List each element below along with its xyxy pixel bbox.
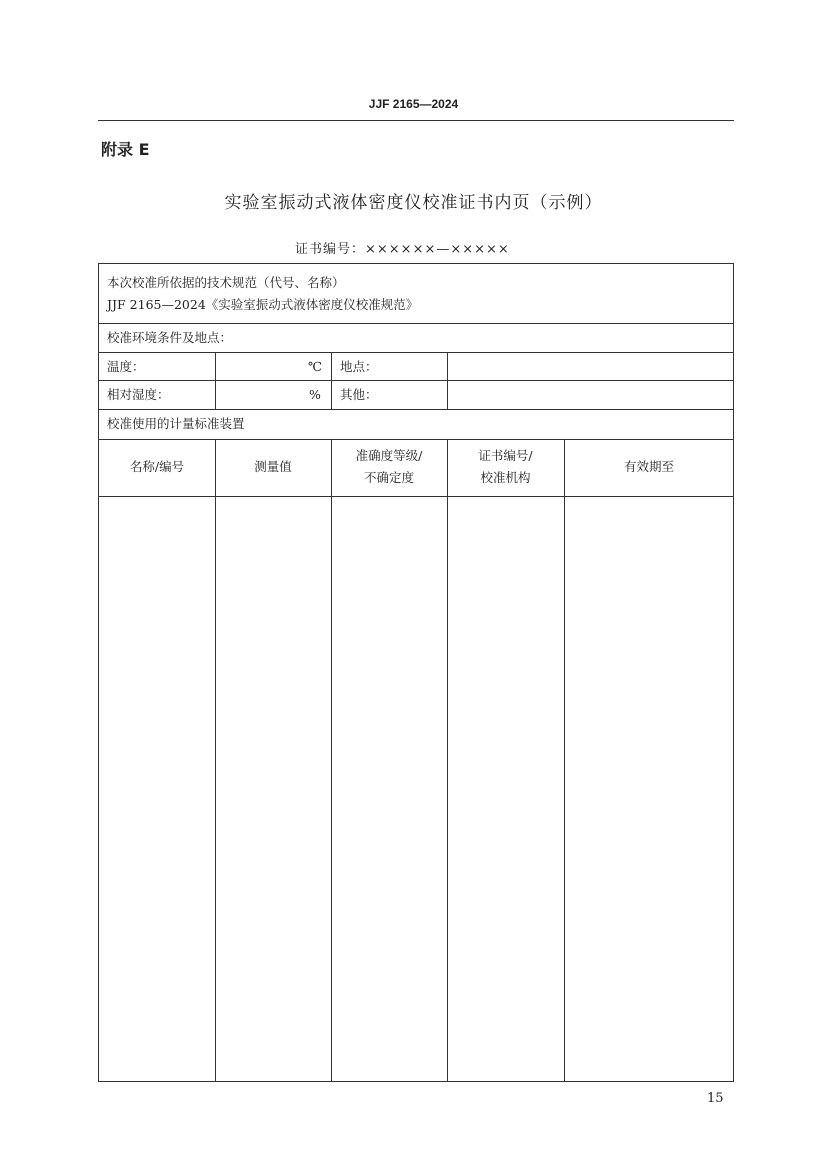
column-header-accuracy-line1: 准确度等级/ (355, 448, 423, 463)
col-divider (447, 352, 448, 409)
header-rule (98, 120, 734, 121)
column-header-cert-line2: 校准机构 (480, 470, 531, 485)
basis-label: 本次校准所依据的技术规范（代号、名称） (107, 275, 345, 290)
row-divider (99, 323, 733, 324)
page-title: 实验室振动式液体密度仪校准证书内页（示例） (224, 193, 603, 213)
col-divider (215, 352, 216, 409)
standards-label: 校准使用的计量标准装置 (107, 416, 245, 431)
appendix-label: 附录 E (101, 140, 150, 159)
row-divider (99, 380, 733, 381)
location-label: 地点： (340, 359, 378, 374)
humidity-label: 相对湿度： (107, 387, 170, 402)
column-header-value: 测量值 (254, 459, 292, 474)
col-divider (331, 352, 332, 409)
column-header-valid: 有效期至 (623, 459, 674, 474)
basis-value: JJF 2165—2024《实验室振动式液体密度仪校准规范》 (107, 297, 419, 312)
row-divider (99, 352, 733, 353)
other-label: 其他： (340, 387, 378, 402)
environment-label: 校准环境条件及地点： (107, 330, 233, 345)
row-divider (99, 439, 733, 440)
col-divider (564, 439, 565, 1082)
row-divider (99, 409, 733, 410)
row-divider (99, 496, 733, 497)
temperature-unit: ℃ (308, 359, 322, 374)
page-number: 15 (707, 1091, 724, 1106)
humidity-unit: % (309, 387, 321, 402)
col-divider (447, 439, 448, 1082)
temperature-label: 温度： (107, 359, 145, 374)
col-divider (331, 439, 332, 1082)
col-divider (215, 439, 216, 1082)
column-header-name: 名称/编号 (129, 459, 185, 474)
header-code: JJF 2165—2024 (368, 97, 459, 111)
certificate-number: 证书编号：××××××—××××× (295, 242, 510, 257)
column-header-accuracy-line2: 不确定度 (363, 470, 414, 485)
column-header-cert-line1: 证书编号/ (478, 448, 533, 463)
certificate-table (98, 263, 734, 1082)
